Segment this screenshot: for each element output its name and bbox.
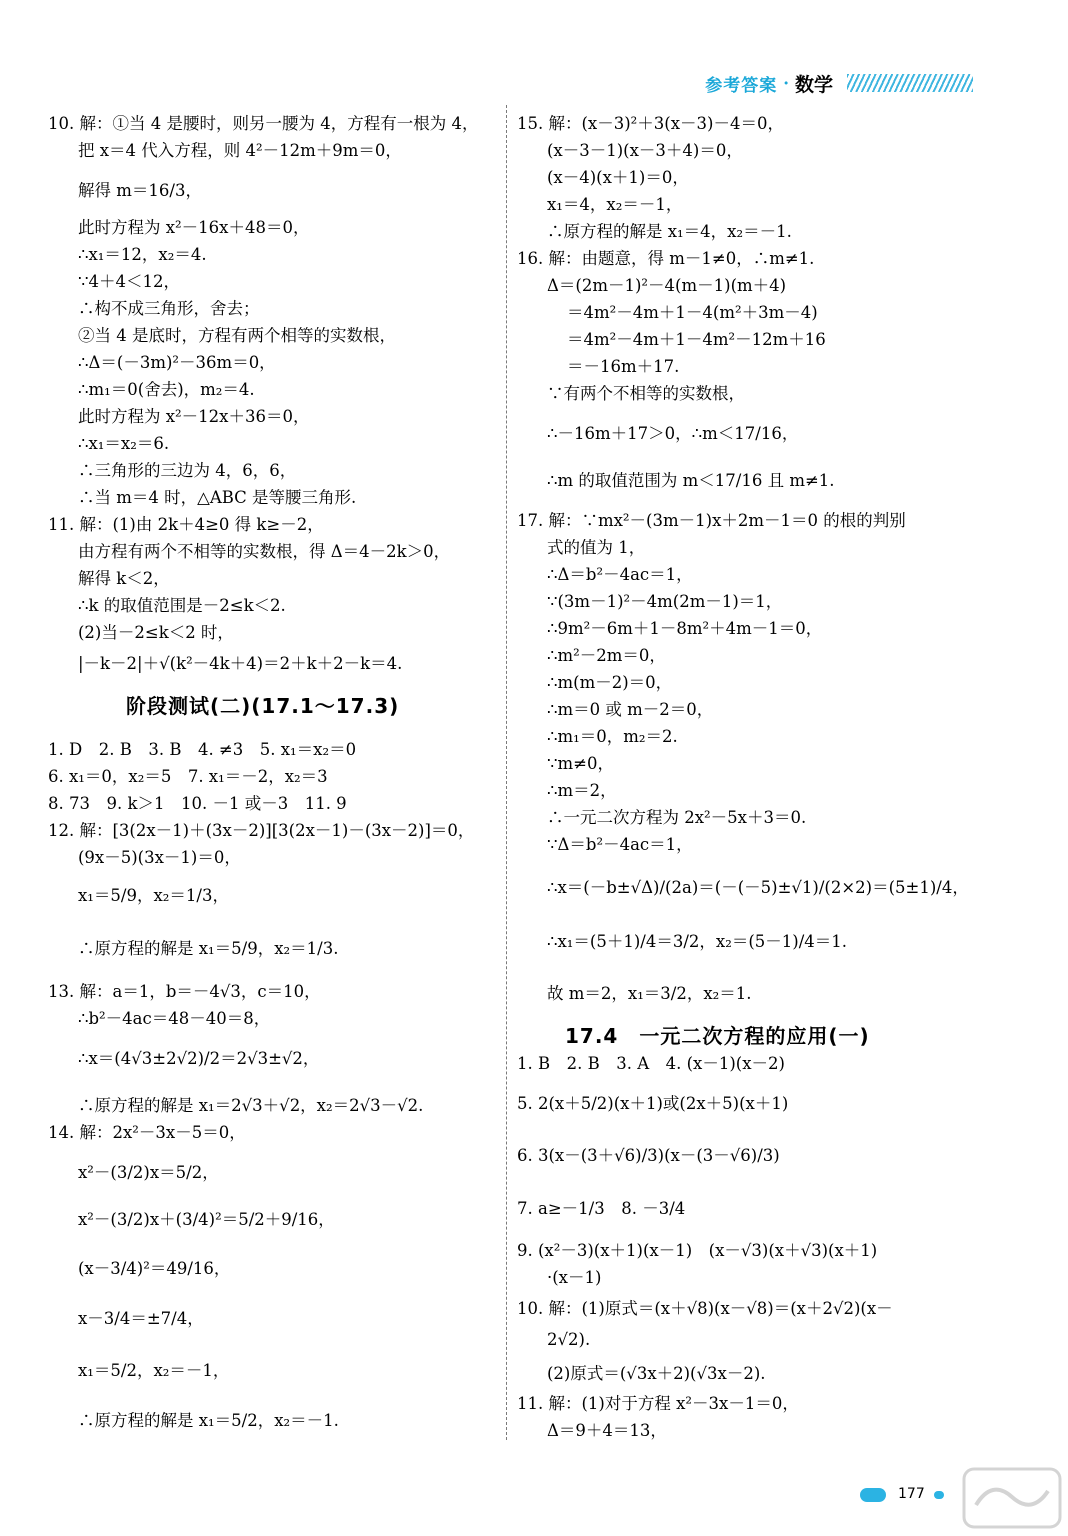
answer-line: 由方程有两个不相等的实数根，得 Δ＝4－2k＞0， xyxy=(78,542,451,561)
answer-line: x₁＝5/9，x₂＝1/3， xyxy=(78,886,229,905)
answer-line: ∴k 的取值范围是－2≤k＜2. xyxy=(78,596,286,615)
answer-line: Δ＝9＋4＝13， xyxy=(547,1421,667,1440)
answer-line: ∴三角形的三边为 4，6，6， xyxy=(78,461,297,480)
answer-line: 6. 3(x－(3＋√6)/3)(x－(3－√6)/3) xyxy=(517,1146,780,1165)
answer-line: ∴m₁＝0，m₂＝2. xyxy=(547,727,678,746)
answer-line: 6. x₁＝0，x₂＝5 7. x₁＝－2，x₂＝3 xyxy=(48,767,328,786)
answer-line: x－3/4＝±7/4， xyxy=(78,1309,204,1328)
header-separator: · xyxy=(783,73,789,93)
page-number-ornament-right xyxy=(934,1491,944,1499)
answer-line: ∴构不成三角形，舍去； xyxy=(78,299,260,318)
page-number-ornament-left xyxy=(860,1488,886,1502)
answer-line: ∴x₁＝(5＋1)/4＝3/2，x₂＝(5－1)/4＝1. xyxy=(547,932,847,951)
answer-line: ∴m²－2m＝0， xyxy=(547,646,666,665)
answer-line: (x－3－1)(x－3＋4)＝0， xyxy=(547,141,743,160)
answer-line: (x－3/4)²＝49/16， xyxy=(78,1259,231,1278)
answer-line: 故 m＝2，x₁＝3/2，x₂＝1. xyxy=(547,984,752,1003)
answer-line: ∵(3m－1)²－4m(2m－1)＝1， xyxy=(547,592,783,611)
answer-line: 此时方程为 x²－16x＋48＝0， xyxy=(78,218,310,237)
answer-line: 式的值为 1， xyxy=(547,538,646,557)
answer-line: 12. 解：[3(2x－1)＋(3x－2)][3(2x－1)－(3x－2)]＝0， xyxy=(48,821,475,840)
answer-line: 7. a≥－1/3 8. －3/4 xyxy=(517,1199,686,1218)
answer-line: ∴m＝0 或 m－2＝0， xyxy=(547,700,714,719)
answer-line: 解得 k＜2， xyxy=(78,569,170,588)
answer-key-badge: 参考答案 xyxy=(705,75,778,96)
answer-line: (9x－5)(3x－1)＝0， xyxy=(78,848,241,867)
column-divider xyxy=(506,105,507,1440)
header-stripe-decoration xyxy=(847,74,973,92)
page-number: 177 xyxy=(898,1486,925,1502)
answer-line: ∴m＝2， xyxy=(547,781,617,800)
answer-line: ∴原方程的解是 x₁＝4，x₂＝－1. xyxy=(547,222,792,241)
answer-line: ∵m≠0， xyxy=(547,754,614,773)
answer-line: ＝－16m＋17. xyxy=(567,357,680,376)
section-heading: 17.4 一元二次方程的应用(一) xyxy=(565,1024,870,1048)
section-heading: 阶段测试(二)(17.1～17.3) xyxy=(126,694,400,718)
answer-line: 8. 73 9. k＞1 10. －1 或－3 11. 9 xyxy=(48,794,347,813)
answer-line: ∵Δ＝b²－4ac＝1， xyxy=(547,835,693,854)
answer-line: 9. (x²－3)(x＋1)(x－1) (x－√3)(x＋√3)(x＋1) xyxy=(517,1241,878,1260)
answer-line: 17. 解：∵mx²－(3m－1)x＋2m－1＝0 的根的判别 xyxy=(517,511,906,530)
answer-line: ∵有两个不相等的实数根， xyxy=(547,384,745,403)
answer-line: 此时方程为 x²－12x＋36＝0， xyxy=(78,407,310,426)
answer-line: ∴当 m＝4 时，△ABC 是等腰三角形. xyxy=(78,488,357,507)
answer-line: ∴m 的取值范围为 m＜17/16 且 m≠1. xyxy=(547,471,835,490)
answer-line: ＝4m²－4m＋1－4m²－12m＋16 xyxy=(567,330,826,349)
answer-line: ∴－16m＋17＞0，∴m＜17/16， xyxy=(547,424,799,443)
page-header xyxy=(705,68,973,98)
answer-line: (2)原式＝(√3x＋2)(√3x－2). xyxy=(547,1364,766,1383)
answer-line: Δ＝(2m－1)²－4(m－1)(m＋4) xyxy=(547,276,787,295)
answer-line: |－k－2|＋√(k²－4k＋4)＝2＋k＋2－k＝4. xyxy=(78,654,403,673)
answer-line: ∴m(m－2)＝0， xyxy=(547,673,673,692)
answer-line: ∴x＝(－b±√Δ)/(2a)＝(－(－5)±√1)/(2×2)＝(5±1)/4， xyxy=(547,878,969,897)
answer-line: 13. 解：a＝1，b＝－4√3，c＝10， xyxy=(48,982,321,1001)
watermark-logo xyxy=(962,1465,1062,1531)
answer-line: ∴原方程的解是 x₁＝2√3＋√2，x₂＝2√3－√2. xyxy=(78,1096,424,1115)
answer-line: 10. 解：①当 4 是腰时，则另一腰为 4，方程有一根为 4， xyxy=(48,114,479,133)
answer-line: ∴x＝(4√3±2√2)/2＝2√3±√2， xyxy=(78,1049,320,1068)
answer-line: x²－(3/2)x＋(3/4)²＝5/2＋9/16， xyxy=(78,1210,335,1229)
answer-line: x²－(3/2)x＝5/2， xyxy=(78,1163,219,1182)
answer-line: 11. 解：(1)由 2k＋4≥0 得 k≥－2， xyxy=(48,515,324,534)
answer-line: (2)当－2≤k＜2 时， xyxy=(78,623,234,642)
answer-line: (x－4)(x＋1)＝0， xyxy=(547,168,689,187)
answer-line: ∴x₁＝12，x₂＝4. xyxy=(78,245,207,264)
answer-line: 5. 2(x＋5/2)(x＋1)或(2x＋5)(x＋1) xyxy=(517,1094,789,1113)
answer-line: ∵4＋4＜12， xyxy=(78,272,180,291)
answer-line: 2√2). xyxy=(547,1330,591,1349)
answer-line: ∴x₁＝x₂＝6. xyxy=(78,434,170,453)
answer-line: 14. 解：2x²－3x－5＝0， xyxy=(48,1123,246,1142)
answer-line: ∴m₁＝0(舍去)，m₂＝4. xyxy=(78,380,255,399)
answer-line: ②当 4 是底时，方程有两个相等的实数根， xyxy=(78,326,396,345)
subject-title: 数学 xyxy=(794,73,833,96)
answer-line: 15. 解：(x－3)²＋3(x－3)－4＝0， xyxy=(517,114,784,133)
answer-line: 16. 解：由题意，得 m－1≠0，∴m≠1. xyxy=(517,249,815,268)
answer-line: ∴9m²－6m＋1－8m²＋4m－1＝0， xyxy=(547,619,823,638)
answer-line: 1. D 2. B 3. B 4. ≠3 5. x₁＝x₂＝0 xyxy=(48,740,357,759)
answer-line: ∴原方程的解是 x₁＝5/2，x₂＝－1. xyxy=(78,1411,339,1430)
answer-line: ·(x－1) xyxy=(547,1268,602,1287)
answer-line: ∴b²－4ac＝48－40＝8， xyxy=(78,1009,271,1028)
answer-line: 解得 m＝16/3， xyxy=(78,181,202,200)
answer-line: x₁＝4，x₂＝－1， xyxy=(547,195,683,214)
answer-line: ∴Δ＝(－3m)²－36m＝0， xyxy=(78,353,276,372)
answer-line: 把 x＝4 代入方程，则 4²－12m＋9m＝0， xyxy=(78,141,402,160)
answer-line: 10. 解：(1)原式＝(x＋√8)(x－√8)＝(x＋2√2)(x－ xyxy=(517,1299,893,1318)
answer-line: ∴一元二次方程为 2x²－5x＋3＝0. xyxy=(547,808,807,827)
answer-line: 1. B 2. B 3. A 4. (x－1)(x－2) xyxy=(517,1054,785,1073)
answer-line: ＝4m²－4m＋1－4(m²＋3m－4) xyxy=(567,303,818,322)
answer-line: ∴Δ＝b²－4ac＝1， xyxy=(547,565,693,584)
answer-line: 11. 解：(1)对于方程 x²－3x－1＝0， xyxy=(517,1394,799,1413)
answer-line: x₁＝5/2，x₂＝－1， xyxy=(78,1361,230,1380)
answer-line: ∴原方程的解是 x₁＝5/9，x₂＝1/3. xyxy=(78,939,339,958)
